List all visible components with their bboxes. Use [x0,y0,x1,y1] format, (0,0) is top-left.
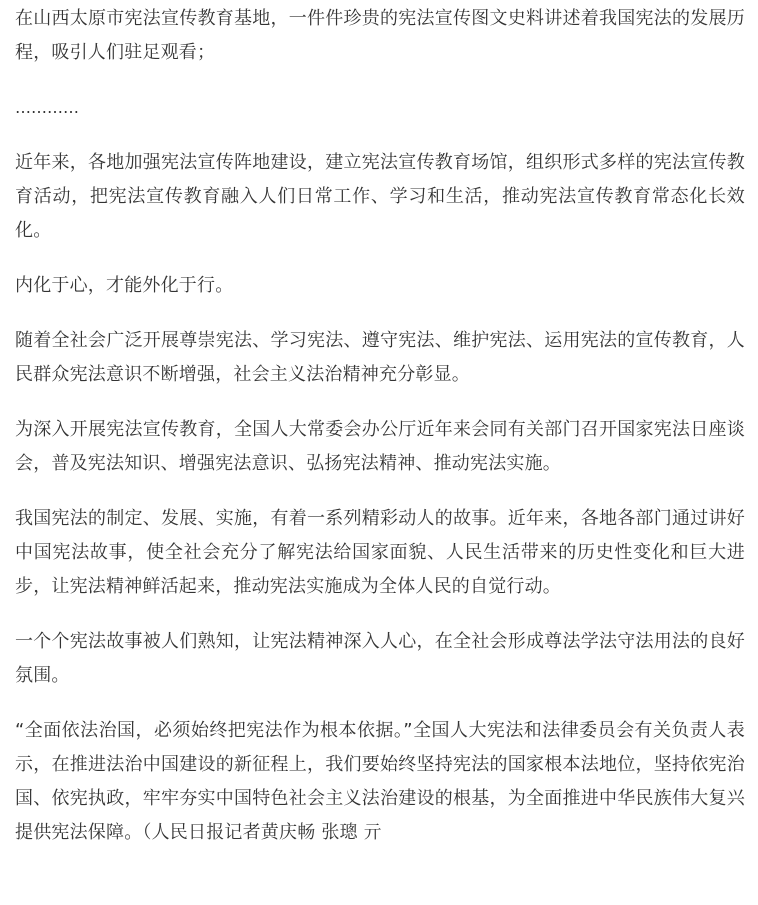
paragraph-rule-of-law-atmosphere: 一个个宪法故事被人们熟知，让宪法精神深入人心，在全社会形成尊法学法守法用法的良好氛围。 [15,631,745,686]
paragraph-shanxi-base: 在山西太原市宪法宣传教育基地，一件件珍贵的宪法宣传图文史料讲述着我国宪法的发展历程，吸引人们驻足观看； [15,8,745,63]
paragraph-npc-symposium: 为深入开展宪法宣传教育，全国人大常委会办公厅近年来会同有关部门召开国家宪法日座谈会，普及宪法知识、增强宪法意识、弘扬宪法精神、推动宪法实施。 [15,419,745,474]
paragraph-ellipsis: ………… [15,98,79,117]
article-body [15,2,745,871]
paragraph-venue-construction: 近年来，各地加强宪法宣传阵地建设，建立宪法宣传教育场馆，组织形式多样的宪法宣传教育活动，把宪法宣传教育融入人们日常工作、学习和生活，推动宪法宣传教育常态化长效化。 [15,152,745,241]
paragraph-constitution-stories: 我国宪法的制定、发展、实施，有着一系列精彩动人的故事。近年来，各地各部门通过讲好中国宪法故事，使全社会充分了解宪法给国家面貌、人民生活带来的历史性变化和巨大进步，让宪法精神鲜活起来，推动宪法实施成为全体人民的自觉行动。 [15,508,745,597]
paragraph-public-awareness: 随着全社会广泛开展尊崇宪法、学习宪法、遵守宪法、维护宪法、运用宪法的宣传教育，人民群众宪法意识不断增强，社会主义法治精神充分彰显。 [15,330,745,385]
paragraph-committee-statement: “全面依法治国，必须始终把宪法作为根本依据。”全国人大宪法和法律委员会有关负责人表示，在推进法治中国建设的新征程上，我们要始终坚持宪法的国家根本法地位，坚持依宪治国、依宪执政，牢牢夯实中国特色社会主义法治建设的根基，为全面推进中华民族伟大复兴提供宪法保障。（人民日报记者黄庆畅 张璁 亓 [15,720,745,843]
paragraph-internalize: 内化于心，才能外化于行。 [15,275,234,296]
